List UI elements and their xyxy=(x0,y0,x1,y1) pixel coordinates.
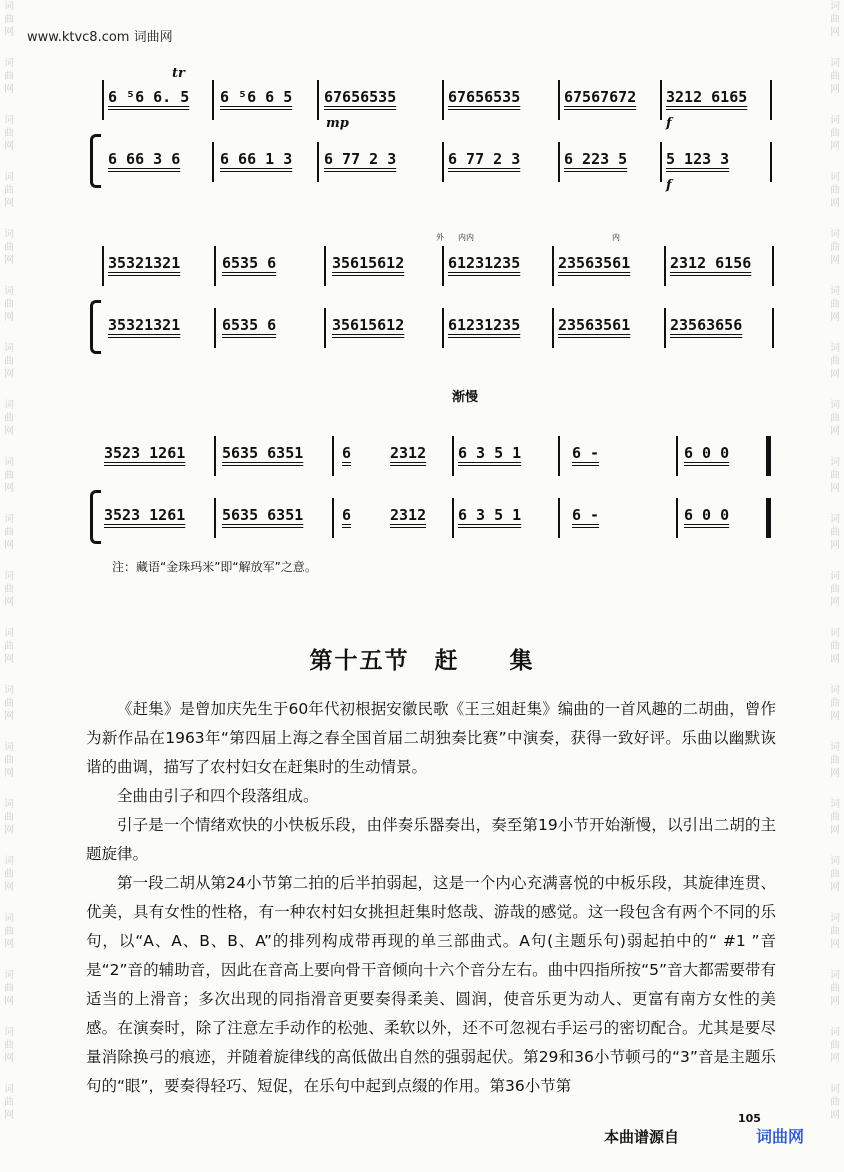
bottom-staff xyxy=(102,308,776,348)
watermark-text: 词 曲 网 xyxy=(4,1084,14,1121)
barline xyxy=(102,80,104,120)
watermark-text: 词 曲 网 xyxy=(4,58,14,95)
watermark-text: 词 曲 网 xyxy=(830,970,840,1007)
watermark-text: 词 曲 网 xyxy=(830,457,840,494)
barline xyxy=(442,142,444,182)
measure: 6 ⁵6 6. 5 xyxy=(108,88,190,106)
barline xyxy=(324,246,326,286)
dynamic-f: f xyxy=(666,116,672,131)
measure: 6 66 3 6 xyxy=(108,150,181,168)
watermark-text: 词 曲 网 xyxy=(4,343,14,380)
barline xyxy=(558,80,560,120)
barline xyxy=(324,308,326,348)
measure: 35321321 xyxy=(108,316,181,334)
measure: 6 ⁵6 6 5 xyxy=(220,88,293,106)
barline xyxy=(552,246,554,286)
barline xyxy=(214,246,216,286)
page-number: 105 xyxy=(738,1112,761,1125)
watermark-text: 词 曲 网 xyxy=(830,913,840,950)
measure: 5 123 3 xyxy=(666,150,730,168)
measure: 6 3 5 1 xyxy=(458,506,522,524)
barline xyxy=(332,436,334,476)
measure: 6 77 2 3 xyxy=(324,150,397,168)
barline xyxy=(660,142,662,182)
measure: 2312 6156 xyxy=(670,254,752,272)
measure: 6 66 1 3 xyxy=(220,150,293,168)
barline xyxy=(452,498,454,538)
watermark-text: 词 曲 网 xyxy=(4,913,14,950)
watermark-text: 词 曲 网 xyxy=(830,1084,840,1121)
measure: 6 xyxy=(342,506,352,524)
dynamic-mp: mp xyxy=(326,116,349,131)
barline xyxy=(772,308,774,348)
watermark-text: 词 曲 网 xyxy=(4,400,14,437)
fingering-mark: 内内 xyxy=(458,233,474,242)
measure: 35615612 xyxy=(332,254,405,272)
watermark-text: 词 曲 网 xyxy=(830,685,840,722)
barline xyxy=(676,498,678,538)
measure: 6 223 5 xyxy=(564,150,628,168)
watermark-text: 词 曲 网 xyxy=(4,799,14,836)
watermark-text: 词 曲 网 xyxy=(830,856,840,893)
barline xyxy=(317,142,319,182)
top-staff xyxy=(102,66,776,131)
barline xyxy=(214,308,216,348)
measure: 2312 xyxy=(390,444,427,462)
paragraph: 引子是一个情绪欢快的小快板乐段，由伴奏乐器奏出，奏至第19小节开始渐慢，以引出二胡的主题旋律。 xyxy=(86,816,776,863)
barline xyxy=(558,436,560,476)
watermark-text: 词 曲 网 xyxy=(4,970,14,1007)
watermark-text: 词 曲 网 xyxy=(4,514,14,551)
measure: 61231235 xyxy=(448,254,521,272)
paragraph: 全曲由引子和四个段落组成。 xyxy=(117,787,319,805)
watermark-text: 词 曲 网 xyxy=(830,286,840,323)
measure: 23563561 xyxy=(558,254,631,272)
footnote: 注：藏语“金珠玛米”即“解放军”之意。 xyxy=(112,560,317,574)
watermark-text: 词 曲 网 xyxy=(4,172,14,209)
watermark-text: 词 曲 网 xyxy=(4,856,14,893)
staff-bracket xyxy=(90,134,101,188)
barline xyxy=(770,142,772,182)
barline xyxy=(102,246,104,286)
watermark-text: 词 曲 网 xyxy=(830,115,840,152)
staff-bracket xyxy=(90,490,101,544)
paragraph: 《赶集》是曾加庆先生于60年代初根据安徽民歌《王三姐赶集》编曲的一首风趣的二胡曲，曾作为新作品在1963年“第四届上海之春全国首届二胡独奏比赛”中演奏，获得一致好评。乐曲以幽默诙谐的曲调，描写了农村妇女在赶集时的生动情景。 xyxy=(86,700,776,776)
watermark-text: 词 曲 网 xyxy=(830,400,840,437)
measure: 6 - xyxy=(572,444,600,462)
measure: 6 0 0 xyxy=(684,444,730,462)
final-barline xyxy=(766,436,771,476)
measure: 23563656 xyxy=(670,316,743,334)
measure: 35321321 xyxy=(108,254,181,272)
watermark-text: 词 曲 网 xyxy=(4,571,14,608)
watermark-text: 词 曲 网 xyxy=(4,1,14,38)
barline xyxy=(660,80,662,120)
barline xyxy=(664,246,666,286)
watermark-text: 词 曲 网 xyxy=(4,742,14,779)
paragraph: 第一段二胡从第24小节第二拍的后半拍弱起，这是一个内心充满喜悦的中板乐段，其旋律连贯、优美，具有女性的性格，有一种农村妇女挑担赶集时悠哉、游哉的感觉。这一段包含有两个不同的乐句，以“A、A、B、B、A”的排列构成带再现的单三部曲式。A句(主题乐句)弱起拍中的“ #1 ”音是“2”音的辅助音，因此在音高上要向骨干音倾向十六个音分左右。曲中四指所按“5”音大都需要带有适当的上滑音；多次出现的同指滑音更要奏得柔美、圆润，使音乐更为动人、更富有南方女性的美感。在演奏时，除了注意左手动作的松弛、柔软以外，还不可忽视右手运弓的密切配合。尤其是要尽量消除换弓的痕迹，并随着旋律线的高低做出自然的强弱起伏。第29和36小节顿弓的“3”音是主题乐句的“眼”，要奏得轻巧、短促，在乐句中起到点缀的作用。第36小节第 xyxy=(86,874,776,1095)
top-staff xyxy=(102,436,776,476)
watermark-text: 词 曲 网 xyxy=(830,628,840,665)
watermark-text: 词 曲 网 xyxy=(830,1,840,38)
measure: 6535 6 xyxy=(222,316,277,334)
measure: 23563561 xyxy=(558,316,631,334)
barline xyxy=(442,308,444,348)
barline xyxy=(770,80,772,120)
watermark-text: 词 曲 网 xyxy=(830,1027,840,1064)
measure: 2312 xyxy=(390,506,427,524)
watermark-text: 词 曲 网 xyxy=(4,685,14,722)
right-watermark-strip xyxy=(826,0,844,1172)
fingering-mark: 外 xyxy=(436,233,444,242)
fingering-mark: 内 xyxy=(612,233,620,242)
bottom-staff xyxy=(102,142,776,193)
watermark-text: 词 曲 网 xyxy=(4,457,14,494)
barline xyxy=(772,246,774,286)
watermark-text: 词 曲 网 xyxy=(4,628,14,665)
barline xyxy=(676,436,678,476)
watermark-url: www.ktvc8.com 词曲网 xyxy=(27,30,173,45)
staff-bracket xyxy=(90,300,101,354)
site-logo[interactable]: 词曲网 xyxy=(756,1127,805,1146)
barline xyxy=(558,142,560,182)
measure: 35615612 xyxy=(332,316,405,334)
measure: 6 3 5 1 xyxy=(458,444,522,462)
barline xyxy=(442,246,444,286)
dynamic-f: f xyxy=(666,178,672,193)
measure: 67656535 xyxy=(448,88,521,106)
watermark-text: 词 曲 网 xyxy=(830,172,840,209)
watermark-text: 词 曲 网 xyxy=(830,514,840,551)
measure: 6535 6 xyxy=(222,254,277,272)
watermark-text: 词 曲 网 xyxy=(830,229,840,266)
measure: 67567672 xyxy=(564,88,637,106)
measure: 5635 6351 xyxy=(222,444,304,462)
final-barline xyxy=(766,498,771,538)
measure: 6 77 2 3 xyxy=(448,150,521,168)
watermark-text: 词 曲 网 xyxy=(830,58,840,95)
watermark-text: 词 曲 网 xyxy=(4,1027,14,1064)
measure: 6 xyxy=(342,444,352,462)
barline xyxy=(452,436,454,476)
barline xyxy=(214,498,216,538)
measure: 3523 1261 xyxy=(104,506,186,524)
watermark-text: 词 曲 网 xyxy=(830,742,840,779)
trill-mark: tr xyxy=(172,66,185,81)
watermark-text: 词 曲 网 xyxy=(4,286,14,323)
measure: 5635 6351 xyxy=(222,506,304,524)
watermark-text: 词 曲 网 xyxy=(830,343,840,380)
barline xyxy=(664,308,666,348)
barline xyxy=(558,498,560,538)
left-watermark-strip xyxy=(0,0,18,1172)
measure: 3523 1261 xyxy=(104,444,186,462)
barline xyxy=(552,308,554,348)
top-staff xyxy=(102,233,776,286)
bottom-staff xyxy=(102,498,776,538)
barline xyxy=(317,80,319,120)
watermark-text: 词 曲 网 xyxy=(830,571,840,608)
measure: 3212 6165 xyxy=(666,88,748,106)
watermark-text: 词 曲 网 xyxy=(4,229,14,266)
barline xyxy=(442,80,444,120)
measure: 6 - xyxy=(572,506,600,524)
tempo-marking: 渐慢 xyxy=(452,390,479,405)
barline xyxy=(212,142,214,182)
watermark-text: 词 曲 网 xyxy=(4,115,14,152)
barline xyxy=(212,80,214,120)
watermark-text: 词 曲 网 xyxy=(830,799,840,836)
source-label: 本曲谱源自 xyxy=(604,1128,680,1146)
measure: 6 0 0 xyxy=(684,506,730,524)
barline xyxy=(332,498,334,538)
section-title: 第十五节 赶 集 xyxy=(309,648,535,674)
barline xyxy=(214,436,216,476)
measure: 67656535 xyxy=(324,88,397,106)
body-text xyxy=(86,695,776,1101)
measure: 61231235 xyxy=(448,316,521,334)
